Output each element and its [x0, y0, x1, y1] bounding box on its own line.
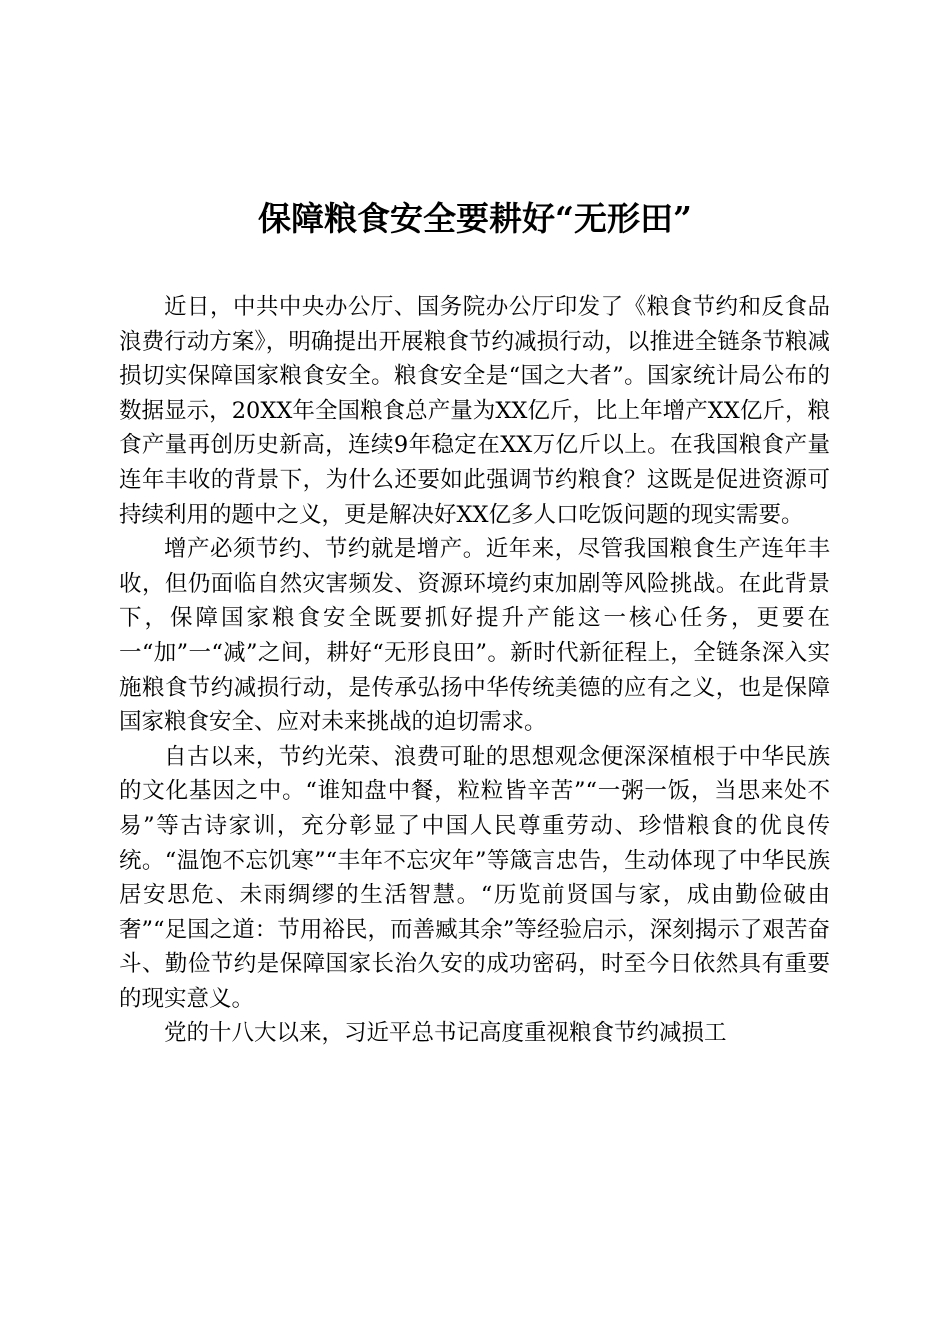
paragraph: 近日，中共中央办公厅、国务院办公厅印发了《粮食节约和反食品浪费行动方案》，明确提出开展粮食节约减损行动，以推进全链条节粮减损切实保障国家粮食安全。粮食安全是“国之大者”。国家统计局公布的数据显示，20XX年全国粮食总产量为XX亿斤，比上年增产XX亿斤，粮食产量再创历史新高，连续9年稳定在XX万亿斤以上。在我国粮食产量连年丰收的背景下，为什么还要如此强调节约粮食？这既是促进资源可持续利用的题中之义，更是解决好XX亿多人口吃饭问题的现实需要。	[119, 294, 830, 528]
paragraph: 党的十八大以来，习近平总书记高度重视粮食节约减损工	[164, 1020, 727, 1047]
paragraph: 自古以来，节约光荣、浪费可耻的思想观念便深深植根于中华民族的文化基因之中。“谁知盘中餐，粒粒皆辛苦”“一粥一饭，当思来处不易”等古诗家训，充分彰显了中国人民尊重劳动、珍惜粮食的优良传统。“温饱不忘饥寒”“丰年不忘灾年”等箴言忠告，生动体现了中华民族居安思危、未雨绸缪的生活智慧。“历览前贤国与家，成由勤俭破由奢”“足国之道：节用裕民，而善臧其余”等经验启示，深刻揭示了艰苦奋斗、勤俭节约是保障国家长治久安的成功密码，时至今日依然具有重要的现实意义。	[119, 743, 830, 1012]
document-title: 保障粮食安全要耕好“无形田”	[258, 199, 692, 238]
paragraph: 增产必须节约、节约就是增产。近年来，尽管我国粮食生产连年丰收，但仍面临自然灾害频发、资源环境约束加剧等风险挑战。在此背景下，保障国家粮食安全既要抓好提升产能这一核心任务，更要在一“加”一“减”之间，耕好“无形良田”。新时代新征程上，全链条深入实施粮食节约减损行动，是传承弘扬中华传统美德的应有之义，也是保障国家粮食安全、应对未来挑战的迫切需求。	[119, 536, 830, 736]
document-body	[119, 290, 830, 1051]
